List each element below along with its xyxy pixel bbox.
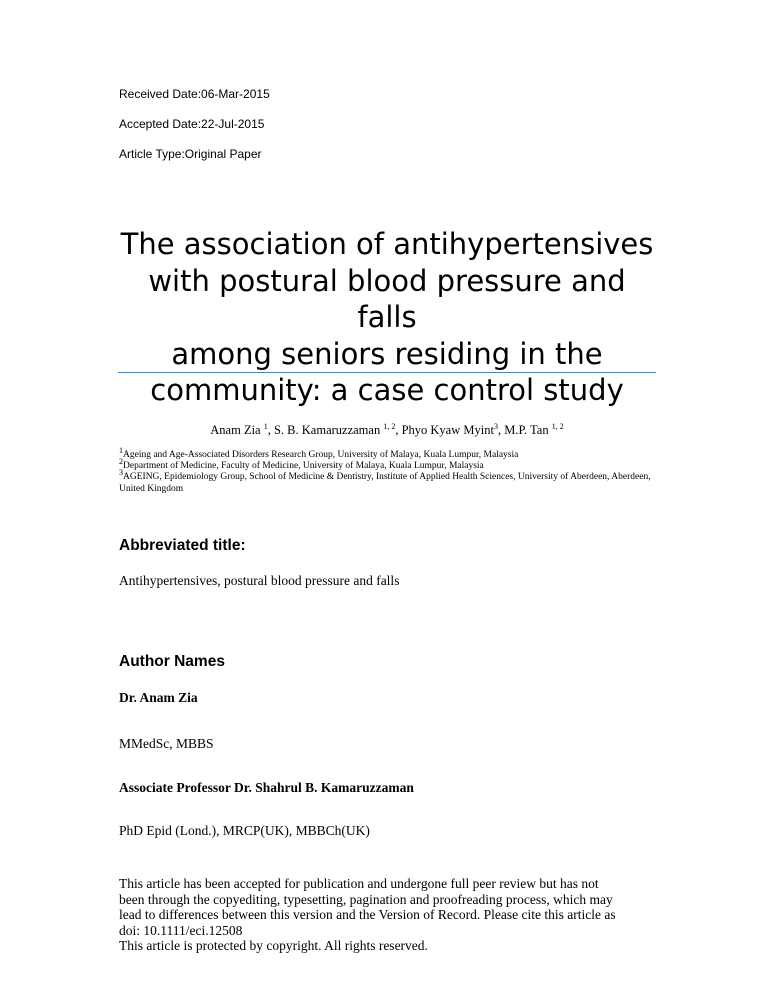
affiliation-text: Ageing and Age-Associated Disorders Research Group, University of Malaya, Kuala Lumpur, Malaysia xyxy=(123,450,519,460)
author-1-name: Dr. Anam Zia xyxy=(119,690,198,705)
author-names-heading: Author Names xyxy=(119,653,225,670)
notice-line: doi: 10.1111/eci.12508 xyxy=(119,922,243,938)
author-1-degrees: MMedSc, MBBS xyxy=(119,736,214,751)
title-line: The association of antihypertensives xyxy=(120,227,654,261)
copyright-line: This article is protected by copyright. All rights reserved. xyxy=(119,938,428,953)
affiliation xyxy=(119,445,664,461)
author-name: Phyo Kyaw Myint xyxy=(401,423,494,437)
affiliation-sup: 2 xyxy=(119,457,123,467)
notice-line: been through the copyediting, typesetting, pagination and proofreading process, which may xyxy=(119,891,613,907)
author-sep: , xyxy=(267,423,274,437)
author-affil-sup: 1, 2 xyxy=(551,421,564,431)
title-underline xyxy=(118,372,656,373)
notice-line: lead to differences between this version and the Version of Record. Please cite this article as xyxy=(119,907,616,922)
abbreviated-title-text: Antihypertensives, postural blood pressure and falls xyxy=(119,573,400,588)
author-sep: , xyxy=(497,423,505,437)
affiliation xyxy=(119,468,664,494)
author-list xyxy=(118,423,656,438)
affiliation-text: AGEING, Epidemiology Group, School of Medicine & Dentistry, Institute of Applied Health Sciences, University of Aberdeen, Aberdeen, United Kingdom xyxy=(119,472,651,494)
affiliation-text: Department of Medicine, Faculty of Medicine, University of Malaya, Kuala Lumpur, Malaysia xyxy=(123,461,484,472)
title-line: among seniors residing in the xyxy=(171,336,603,371)
accepted-date: Accepted Date:22-Jul-2015 xyxy=(119,117,265,131)
author-sep: , xyxy=(395,423,402,437)
publication-notice xyxy=(119,876,664,954)
article-type: Article Type:Original Paper xyxy=(119,147,262,161)
affiliations xyxy=(119,445,664,495)
affiliation xyxy=(119,457,664,472)
notice-line: This article has been accepted for publication and undergone full peer review but has not xyxy=(119,876,599,891)
abbreviated-title-heading: Abbreviated title: xyxy=(119,537,246,554)
title-line: community: a case control study xyxy=(150,373,624,407)
author-affil-sup: 1, 2 xyxy=(383,421,396,431)
author-affil-sup: 3 xyxy=(493,421,498,431)
affiliation-sup: 1 xyxy=(119,445,123,455)
title-line: with postural blood pressure and falls xyxy=(148,263,626,334)
received-date: Received Date:06-Mar-2015 xyxy=(119,87,270,101)
author-2-degrees: PhD Epid (Lond.), MRCP(UK), MBBCh(UK) xyxy=(119,823,370,838)
author-2-name: Associate Professor Dr. Shahrul B. Kamaruzzaman xyxy=(119,780,414,795)
author-affil-sup: 1 xyxy=(263,421,268,431)
affiliation-sup: 3 xyxy=(119,468,123,478)
paper-title xyxy=(118,226,656,409)
author-name: S. B. Kamaruzzaman xyxy=(273,423,384,437)
author-name: Anam Zia xyxy=(210,423,264,437)
author-name: M.P. Tan xyxy=(504,423,552,437)
